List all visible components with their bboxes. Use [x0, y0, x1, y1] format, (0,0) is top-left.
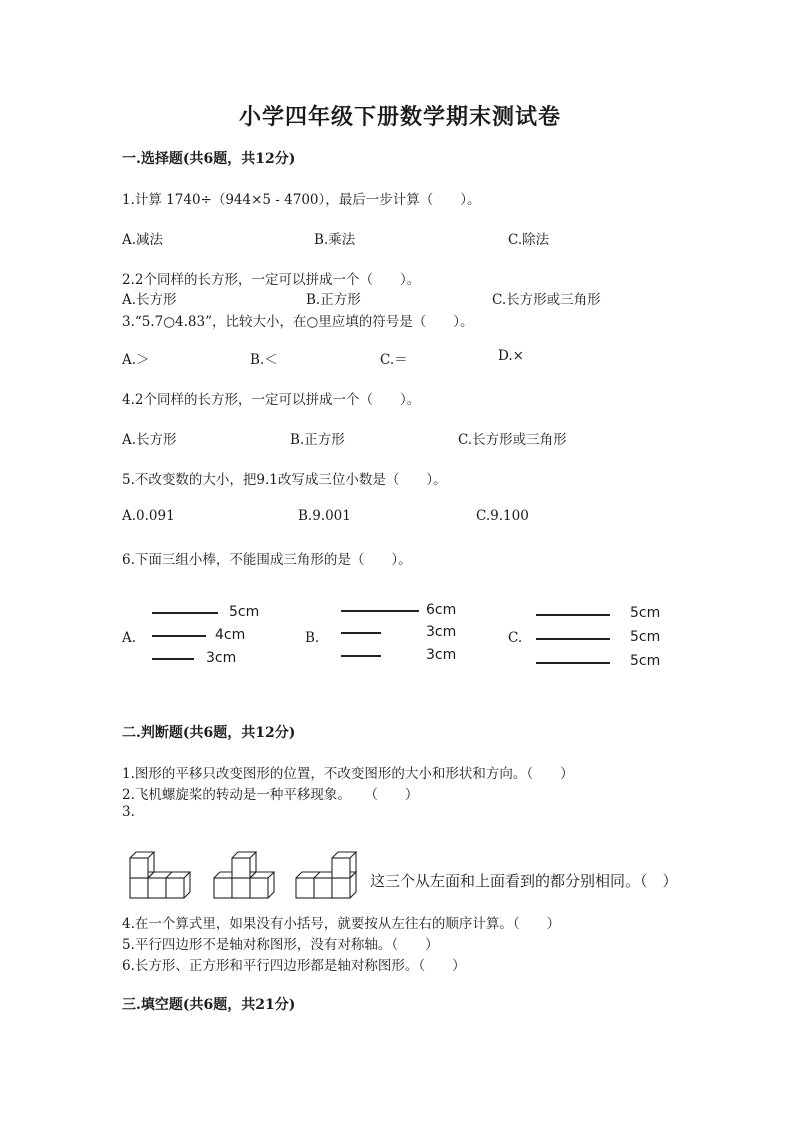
section-heading-fill: 三.填空题(共6题，共21分)	[122, 997, 296, 1013]
stick-b-3-label: 3cm	[426, 647, 457, 663]
stick-a-1	[152, 612, 218, 614]
question-3-text: 3.“5.7○4.83”，比较大小，在○里应填的符号是（ ）。	[122, 314, 474, 330]
judge-item-6: 6.长方形、正方形和平行四边形都是轴对称图形。（ ）	[122, 958, 466, 974]
question-1-text: 1.计算 1740÷（944×5 - 4700），最后一步计算（ ）。	[122, 192, 481, 208]
cube-figures	[128, 850, 373, 902]
cube-figure-3	[296, 852, 356, 898]
q2-option-a[interactable]: A.长方形	[122, 292, 177, 308]
q3-option-b[interactable]: B.＜	[250, 352, 278, 368]
q1-option-b[interactable]: B.乘法	[314, 232, 356, 248]
q5-option-a[interactable]: A.0.091	[122, 508, 175, 524]
stick-c-3-label: 5cm	[630, 653, 661, 669]
stick-group-a-label: A.	[122, 630, 137, 646]
stick-group-c-label: C.	[508, 630, 523, 646]
stick-b-1	[341, 610, 419, 612]
judge-item-4: 4.在一个算式里，如果没有小括号，就要按从左往右的顺序计算。（ ）	[122, 916, 561, 932]
stick-c-1-label: 5cm	[630, 605, 661, 621]
q4-option-b[interactable]: B.正方形	[290, 432, 345, 448]
stick-b-2	[341, 632, 381, 634]
q1-option-c[interactable]: C.除法	[508, 232, 550, 248]
stick-b-2-label: 3cm	[426, 624, 457, 640]
stick-a-2-label: 4cm	[215, 627, 246, 643]
q2-option-c[interactable]: C.长方形或三角形	[492, 292, 601, 308]
q3-option-c[interactable]: C.＝	[380, 352, 408, 368]
question-2-text: 2.2个同样的长方形，一定可以拼成一个（ ）。	[122, 272, 421, 288]
cube-figure-2	[214, 852, 274, 898]
q1-option-a[interactable]: A.减法	[122, 232, 164, 248]
stick-b-3	[341, 655, 381, 657]
stick-group-a[interactable]	[122, 598, 282, 674]
stick-group-c[interactable]	[508, 598, 678, 674]
stick-group-b-label: B.	[305, 630, 320, 646]
cube-figure-1	[130, 852, 190, 898]
q3-option-d[interactable]: D.×	[498, 348, 524, 364]
stick-a-3-label: 3cm	[206, 650, 237, 666]
q2-option-b[interactable]: B.正方形	[306, 292, 361, 308]
stick-b-1-label: 6cm	[426, 602, 457, 618]
question-4-text: 4.2个同样的长方形，一定可以拼成一个（ ）。	[122, 392, 421, 408]
stick-c-2	[536, 638, 610, 640]
q3-option-a[interactable]: A.＞	[122, 352, 150, 368]
judge-item-1: 1.图形的平移只改变图形的位置，不改变图形的大小和形状和方向。（ ）	[122, 766, 574, 782]
q4-option-a[interactable]: A.长方形	[122, 432, 177, 448]
page-title: 小学四年级下册数学期末测试卷	[238, 104, 561, 130]
stick-a-2	[152, 635, 206, 637]
stick-c-3	[536, 662, 610, 664]
stick-a-1-label: 5cm	[229, 604, 260, 620]
judge-item-5: 5.平行四边形不是轴对称图形，没有对称轴。（ ）	[122, 937, 439, 953]
stick-c-1	[536, 614, 610, 616]
judge-item-2: 2.飞机螺旋桨的转动是一种平移现象。 （ ）	[122, 787, 419, 803]
stick-group-b[interactable]	[305, 598, 475, 674]
section-heading-choice: 一.选择题(共6题，共12分)	[122, 151, 296, 167]
stick-a-3	[152, 658, 194, 660]
question-5-text: 5.不改变数的大小，把9.1改写成三位小数是（ ）。	[122, 472, 447, 488]
question-6-text: 6.下面三组小棒，不能围成三角形的是（ ）。	[122, 552, 412, 568]
q4-option-c[interactable]: C.长方形或三角形	[458, 432, 567, 448]
section-heading-judge: 二.判断题(共6题，共12分)	[122, 725, 296, 741]
q5-option-c[interactable]: C.9.100	[476, 508, 529, 524]
judge-item-3-caption: 这三个从左面和上面看到的都分别相同。（ ）	[370, 872, 678, 890]
stick-c-2-label: 5cm	[630, 629, 661, 645]
judge-item-3: 3.	[122, 804, 135, 820]
q5-option-b[interactable]: B.9.001	[298, 508, 351, 524]
